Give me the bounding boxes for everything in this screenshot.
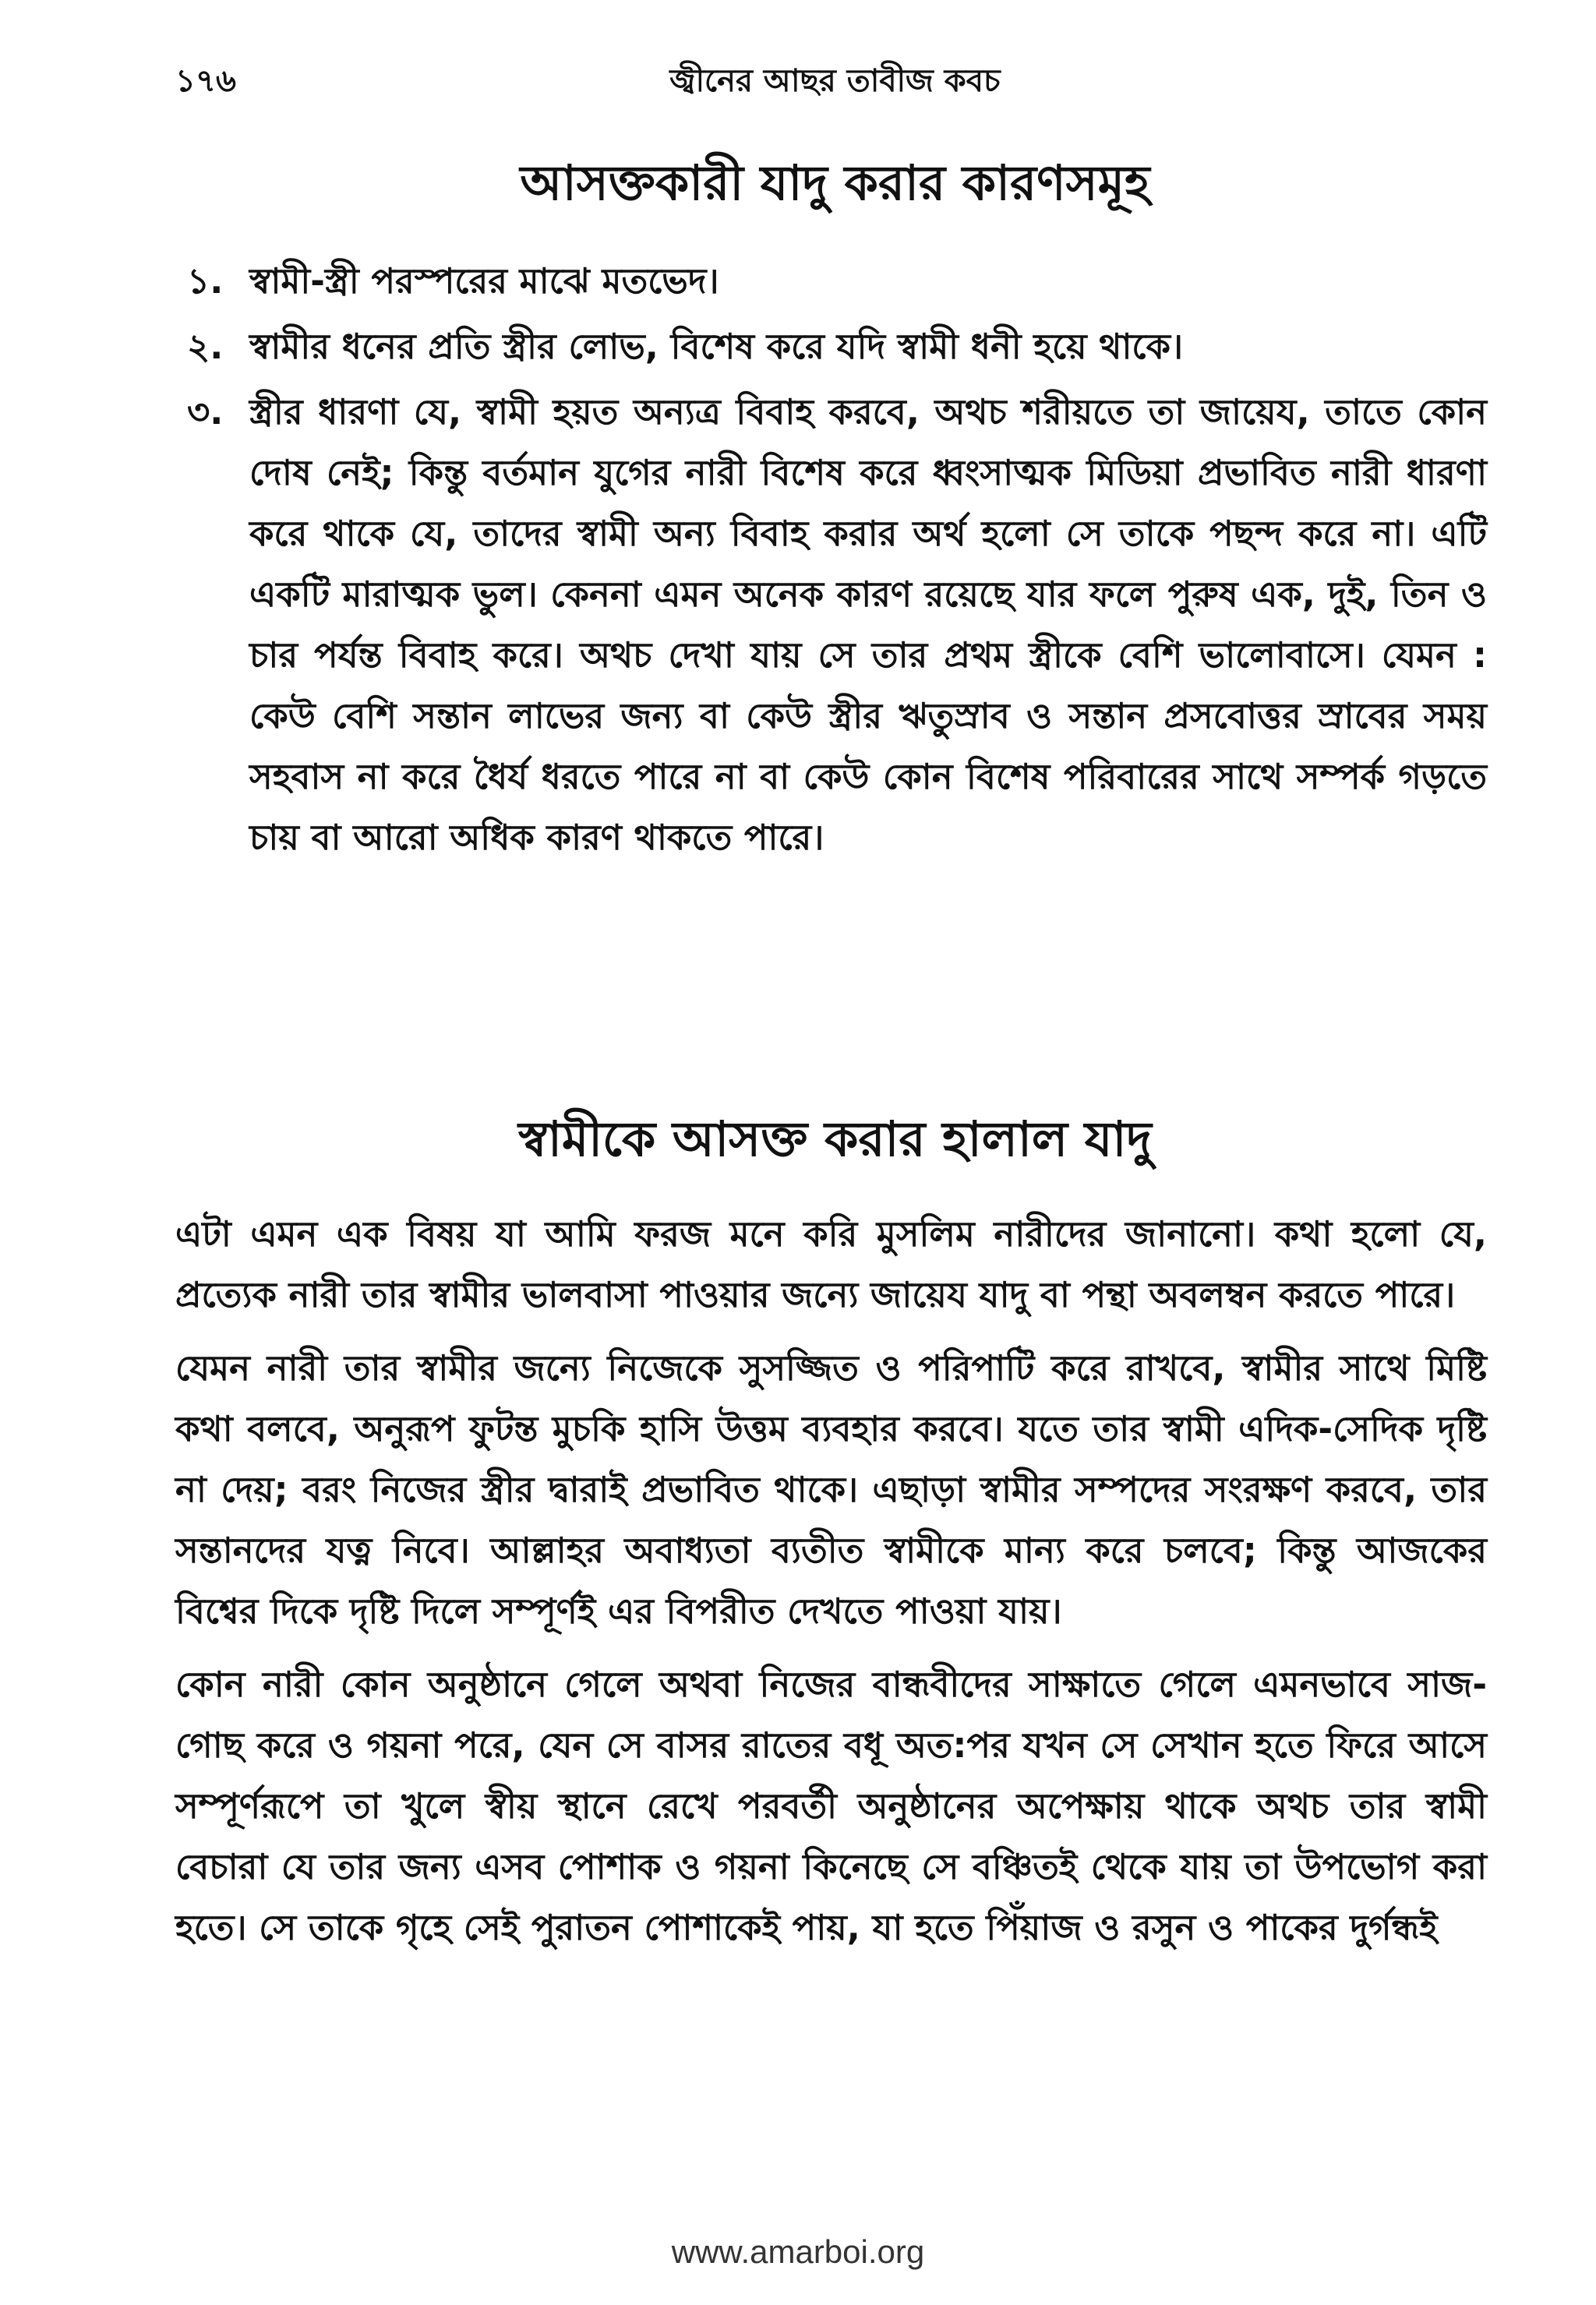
section-body [175, 1204, 1487, 1971]
list-item-text: স্ত্রীর ধারণা যে, স্বামী হয়ত অন্যত্র বিবাহ করবে, অথচ শরীয়তে তা জায়েয, তাতে কোন দোষ নেই; কিন্তু বর্তমান যুগের নারী বিশেষ করে ধ্বংসাত্মক মিডিয়া প্রভাবিত নারী ধারণা করে থাকে যে, তাদের স্বামী অন্য বিবাহ করার অর্থ হলো সে তাকে পছন্দ করে না। এটি একটি মারাত্মক ভুল। কেননা এমন অনেক কারণ রয়েছে যার ফলে পুরুষ এক, দুই, তিন ও চার পর্যন্ত বিবাহ করে। অথচ দেখা যায় সে তার প্রথম স্ত্রীকে বেশি ভালোবাসে। যেমন : কেউ বেশি সন্তান লাভের জন্য বা কেউ স্ত্রীর ঋতুস্রাব ও সন্তান প্রসবোত্তর স্রাবের সময় সহবাস না করে ধৈর্য ধরতে পারে না বা কেউ কোন বিশেষ পরিবারের সাথে সম্পর্ক গড়তে চায় বা আরো অধিক কারণ থাকতে পারে। [249, 391, 1487, 858]
list-item-number: ৩. [187, 391, 224, 432]
list-item-number: ১. [187, 260, 224, 302]
section-heading-causes: আসক্তকারী যাদু করার কারণসমূহ [520, 154, 1150, 211]
causes-list [187, 251, 1487, 873]
list-item [187, 316, 1487, 377]
body-paragraph: এটা এমন এক বিষয় যা আমি ফরজ মনে করি মুসলিম নারীদের জানানো। কথা হলো যে, প্রত্যেক নারী তার স্বামীর ভালবাসা পাওয়ার জন্যে জায়েয যাদু বা পন্থা অবলম্বন করতে পারে। [175, 1213, 1487, 1315]
list-item-number: ২. [187, 326, 224, 367]
book-title: জ্বীনের আছর তাবীজ কবচ [669, 63, 1001, 99]
list-item-text: স্বামী-স্ত্রী পরস্পরের মাঝে মতভেদ। [249, 260, 719, 302]
section-heading-halal-magic: স্বামীকে আসক্ত করার হালাল যাদু [518, 1110, 1152, 1167]
body-paragraph: যেমন নারী তার স্বামীর জন্যে নিজেকে সুসজ্জিত ও পরিপাটি করে রাখবে, স্বামীর সাথে মিষ্টি কথা বলবে, অনুরূপ ফুটন্ত মুচকি হাসি উত্তম ব্যবহার করবে। যতে তার স্বামী এদিক-সেদিক দৃষ্টি না দেয়; বরং নিজের স্ত্রীর দ্বারাই প্রভাবিত থাকে। এছাড়া স্বামীর সম্পদের সংরক্ষণ করবে, তার সন্তানদের যত্ন নিবে। আল্লাহর অবাধ্যতা ব্যতীত স্বামীকে মান্য করে চলবে; কিন্তু আজকের বিশ্বের দিকে দৃষ্টি দিলে সম্পূর্ণই এর বিপরীত দেখতে পাওয়া যায়। [175, 1347, 1487, 1632]
body-paragraph: কোন নারী কোন অনুষ্ঠানে গেলে অথবা নিজের বান্ধবীদের সাক্ষাতে গেলে এমনভাবে সাজ-গোছ করে ও গয়না পরে, যেন সে বাসর রাতের বধূ অত:পর যখন সে সেখান হতে ফিরে আসে সম্পূর্ণরূপে তা খুলে স্বীয় স্থানে রেখে পরবর্তী অনুষ্ঠানের অপেক্ষায় থাকে অথচ তার স্বামী বেচারা যে তার জন্য এসব পোশাক ও গয়না কিনেছে সে বঞ্চিতই থেকে যায় তা উপভোগ করা হতে। সে তাকে গৃহে সেই পুরাতন পোশাকেই পায়, যা হতে পিঁয়াজ ও রসুন ও পাকের দুর্গন্ধই [175, 1664, 1487, 1948]
page-number: ১৭৬ [175, 63, 236, 99]
list-item [187, 382, 1487, 868]
running-header [175, 56, 1495, 111]
footer-url: www.amarboi.org [671, 2233, 925, 2270]
list-item-text: স্বামীর ধনের প্রতি স্ত্রীর লোভ, বিশেষ করে যদি স্বামী ধনী হয়ে থাকে। [249, 326, 1184, 367]
list-item [187, 251, 1487, 312]
